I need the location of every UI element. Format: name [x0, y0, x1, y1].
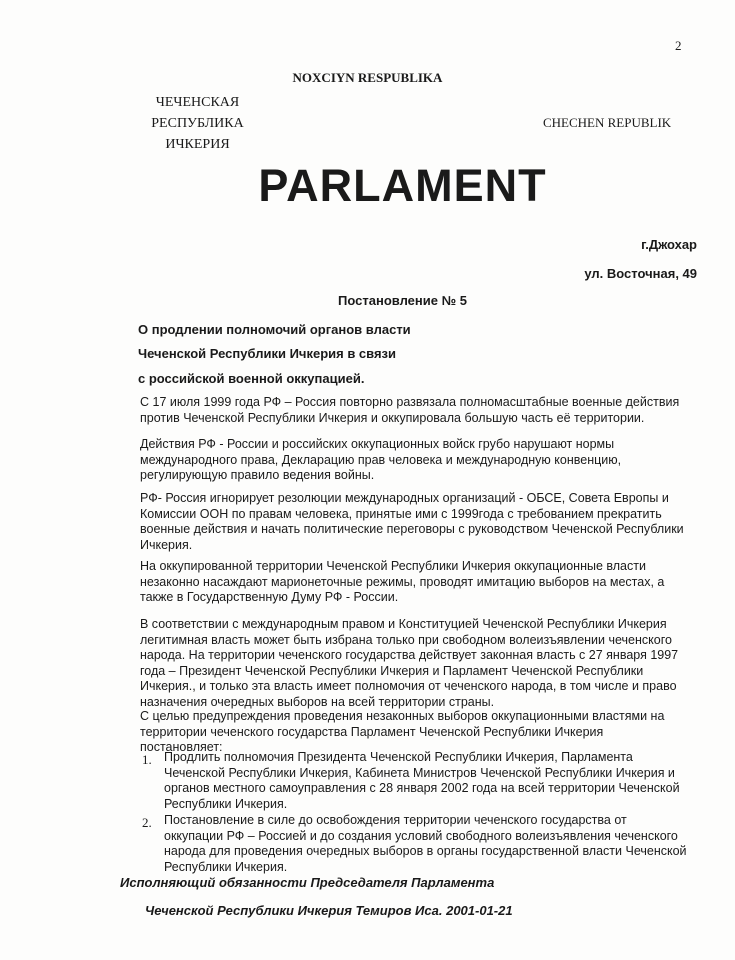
body-paragraph: С целью предупреждения проведения незаконных выборов оккупационными властями на территории чеченского государства Парламент Чеченской Республики Ичкерия постановляет: [140, 709, 665, 754]
header-top-title: NOXCIYN RESPUBLIKA [292, 70, 443, 85]
body-paragraph: В соответствии с международным правом и Конституцией Чеченской Республики Ичкерия легитимная власть может быть избрана только при свободном волеизъявлении чеченского народа. На территории чеченского государства действует законная власть с 27 января 1997 года – Президент Чеченской Республики Ичкерия и Парламент Чеченской Республики Ичкерия., и только эта власть имеет полномочия от чеченского народа, в том числе и право назначения очередных выборов на всей территории страны. [140, 617, 679, 709]
address-city: г.Джохар [641, 237, 697, 252]
russian-title-line: РЕСПУБЛИКА [151, 116, 244, 131]
signature-name-date: Чеченской Республики Ичкерия Темиров Иса. 2001-01-21 [145, 903, 513, 918]
russian-title-line: ИЧКЕРИЯ [165, 137, 230, 152]
resolution-number: 2. [142, 815, 152, 830]
signature-title: Исполняющий обязанности Председателя Парламента [120, 875, 495, 890]
russian-state-title [120, 92, 275, 155]
address-street: ул. Восточная, 49 [584, 266, 697, 281]
resolution-text: Постановление в силе до освобождения территории чеченского государства от оккупации РФ – Россией и до создания условий свободного волеизъявления чеченского народа для проведения очередных выборов в органы государственной власти Чеченской Республики Ичкерия. [164, 813, 687, 874]
english-state-title: CHECHEN REPUBLIK [543, 115, 672, 130]
body-paragraph: На оккупированной территории Чеченской Республики Ичкерия оккупационные власти незаконно насаждают марионеточные режимы, проводят имитацию выборов на местах, а также в Государственную Думу РФ - России. [140, 559, 665, 604]
body-paragraph: С 17 июля 1999 года РФ – Россия повторно развязала полномасштабные военные действия против Чеченской Республики Ичкерия и оккупировала большую часть её территории. [140, 395, 680, 425]
resolution-text: Продлить полномочия Президента Чеченской Республики Ичкерия, Парламента Чеченской Республики Ичкерия, Кабинета Министров Чеченской Республики Ичкерия и органов местного самоуправления с 28 января 2002 года на всей территории Чеченской Республики Ичкерия. [164, 750, 680, 811]
decree-number: Постановление № 5 [338, 293, 467, 308]
russian-title-line: ЧЕЧЕНСКАЯ [155, 95, 240, 110]
decree-subject-line: О продлении полномочий органов власти [138, 322, 411, 337]
page-number: 2 [675, 38, 682, 53]
decree-subject-line: с российской военной оккупацией. [138, 371, 365, 386]
decree-subject-line: Чеченской Республики Ичкерия в связи [138, 346, 397, 361]
body-paragraph: РФ- Россия игнорирует резолюции международных организаций - ОБСЕ, Совета Европы и Комиссии ООН по правам человека, принятые ими с 1999года с требованием прекратить военные действия и начать политические переговоры с руководством Чеченской Республики Ичкерия. [140, 491, 684, 552]
resolution-number: 1. [142, 752, 152, 767]
body-paragraph: Действия РФ - России и российских оккупационных войск грубо нарушают нормы международного права, Декларацию прав человека и международную конвенцию, регулирующую правило ведения войны. [140, 437, 622, 482]
parliament-title: PARLAMENT [258, 160, 547, 211]
